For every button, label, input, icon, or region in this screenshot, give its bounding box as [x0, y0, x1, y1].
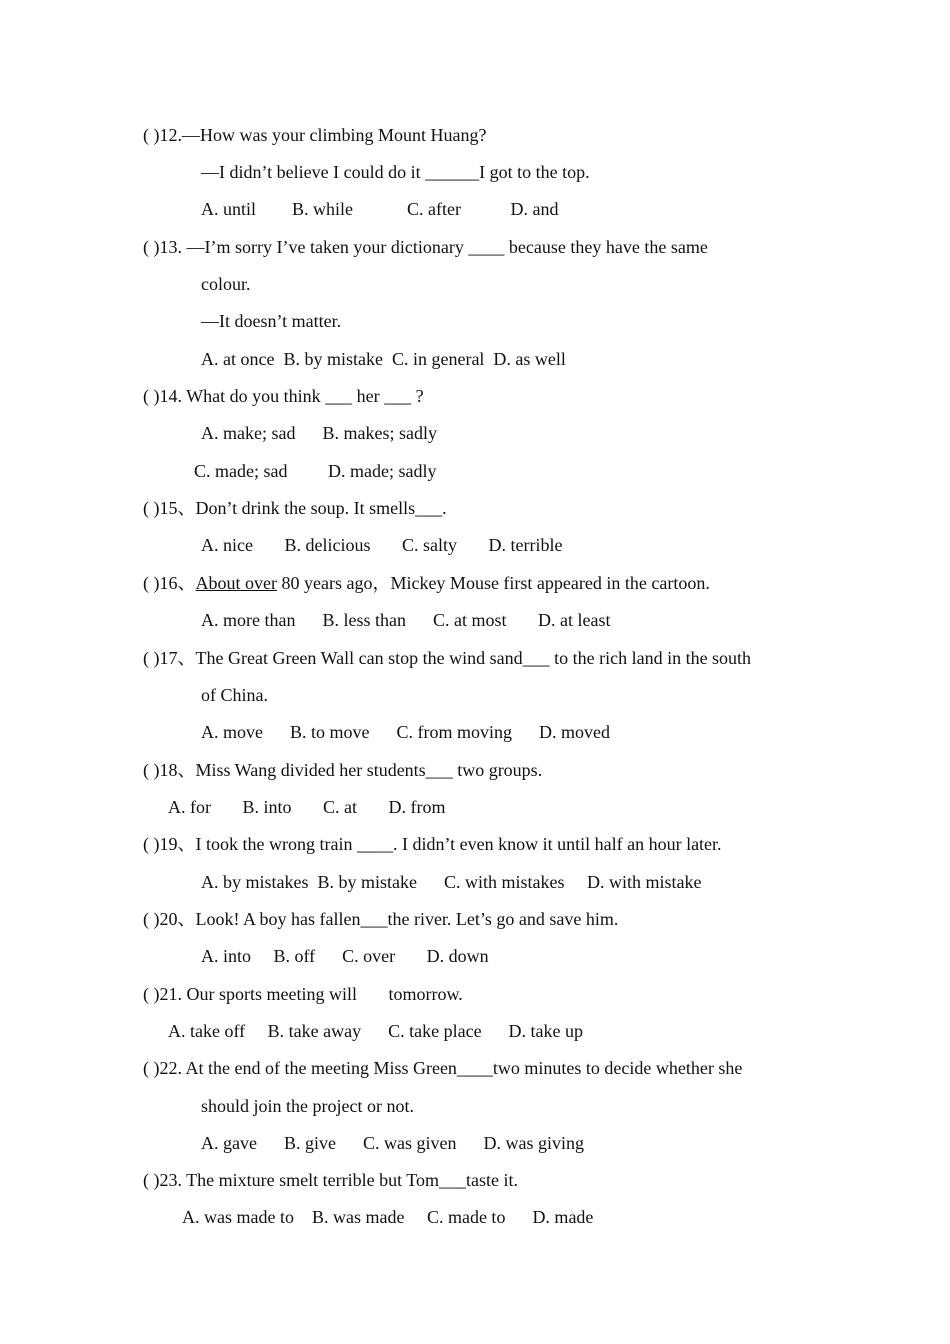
question-13-options: A. at once B. by mistake C. in general D. as well: [201, 349, 566, 369]
question-19: ( )19、I took the wrong train ____. I didn’t even know it until half an hour later.: [143, 834, 722, 854]
question-15-options: A. nice B. delicious C. salty D. terrible: [201, 535, 563, 555]
question-21: ( )21. Our sports meeting will tomorrow.: [143, 984, 463, 1004]
question-17-options: A. move B. to move C. from moving D. moved: [201, 722, 610, 742]
question-23: ( )23. The mixture smelt terrible but Tom___taste it.: [143, 1170, 519, 1190]
question-16-options: A. more than B. less than C. at most D. at least: [201, 610, 611, 630]
question-13: ( )13. —I’m sorry I’ve taken your dictionary ____ because they have the same: [143, 237, 708, 257]
question-16-rest: 80 years ago，Mickey Mouse first appeared in the cartoon.: [276, 573, 710, 593]
question-16: [143, 572, 710, 594]
question-17-line2: of China.: [201, 685, 268, 705]
question-17: ( )17、The Great Green Wall can stop the wind sand___ to the rich land in the south: [143, 648, 752, 668]
question-20: ( )20、Look! A boy has fallen___the river. Let’s go and save him.: [143, 909, 619, 929]
question-22-line2: should join the project or not.: [201, 1096, 414, 1116]
question-13-line2: colour.: [201, 274, 251, 294]
question-15: ( )15、Don’t drink the soup. It smells___.: [143, 498, 447, 518]
question-22-options: A. gave B. give C. was given D. was giving: [201, 1133, 584, 1153]
question-21-options: A. take off B. take away C. take place D. take up: [168, 1021, 584, 1041]
question-18-options: A. for B. into C. at D. from: [168, 797, 446, 817]
question-18: ( )18、Miss Wang divided her students___ two groups.: [143, 760, 543, 780]
question-14: ( )14. What do you think ___ her ___ ?: [143, 386, 424, 406]
question-16-underlined: About over: [195, 573, 277, 593]
question-12: ( )12.—How was your climbing Mount Huang?: [143, 125, 487, 145]
question-12-line2: —I didn’t believe I could do it ______I got to the top.: [201, 162, 590, 182]
question-16-prefix: ( )16、: [143, 573, 196, 593]
question-23-options: A. was made to B. was made C. made to D. made: [182, 1207, 594, 1227]
question-19-options: A. by mistakes B. by mistake C. with mistakes D. with mistake: [201, 872, 702, 892]
question-14-options-2: C. made; sad D. made; sadly: [194, 461, 437, 481]
question-22: ( )22. At the end of the meeting Miss Green____two minutes to decide whether she: [143, 1058, 743, 1078]
question-12-options: A. until B. while C. after D. and: [201, 199, 559, 219]
question-20-options: A. into B. off C. over D. down: [201, 946, 489, 966]
question-13-line3: —It doesn’t matter.: [201, 311, 342, 331]
question-14-options-1: A. make; sad B. makes; sadly: [201, 423, 437, 443]
